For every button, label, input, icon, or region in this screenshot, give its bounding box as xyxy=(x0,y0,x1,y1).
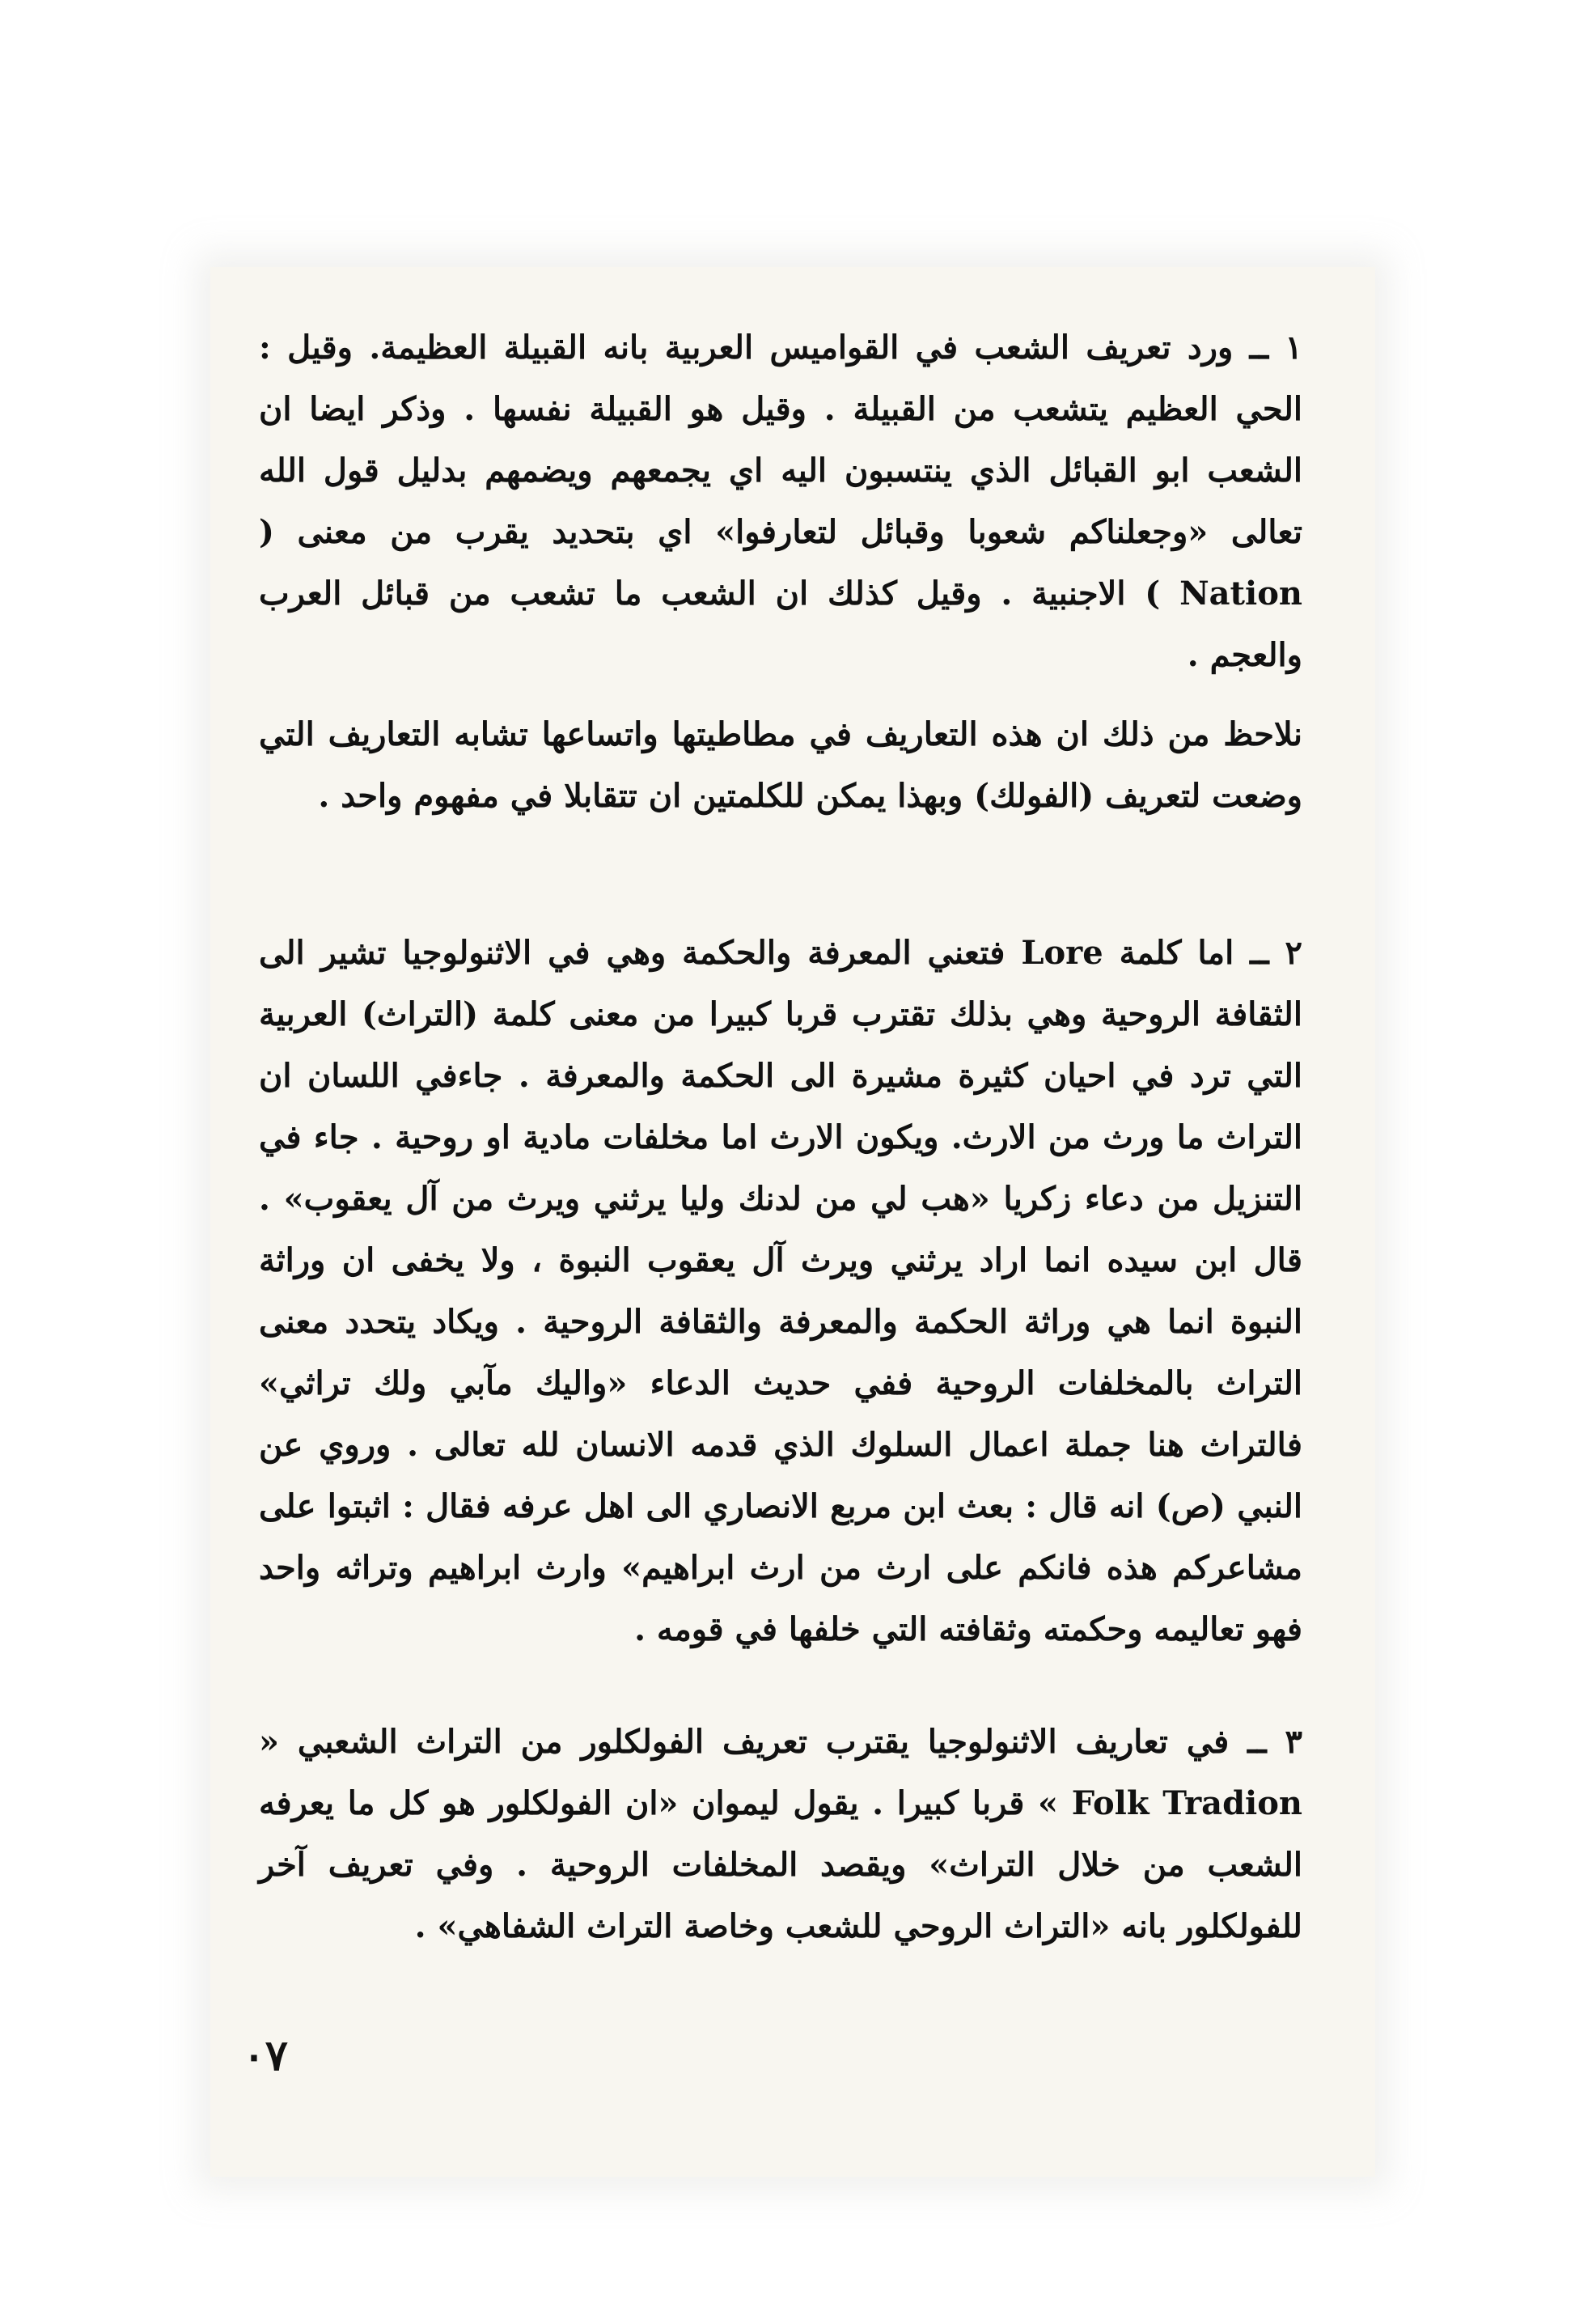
paragraph-2-text: نلاحظ من ذلك ان هذه التعاريف في مطاطيتها واتساعها تشابه التعاريف التي وضعت لتعريف (الفولك) وبهذا يمكن للكلمتين ان تتقابلا في مفهوم واحد . xyxy=(259,715,1302,815)
paragraph-4 xyxy=(259,1711,1302,1957)
page-number: ٠٧ xyxy=(243,2031,288,2080)
paragraph-3 xyxy=(259,922,1302,1660)
paragraph-2 xyxy=(259,704,1302,827)
paragraph-4-text: ٣ ــ في تعاريف الاثنولوجيا يقترب تعريف الفولكلور من التراث الشعبي « Folk Tradion » قربا كبيرا . يقول ليموان «ان الفولكلور هو كل ما يعرفه الشعب من خلال التراث» ويقصد المخلفات الروحية . وفي تعريف آخر للفولكلور بانه «التراث الروحي للشعب وخاصة التراث الشفاهي» . xyxy=(259,1723,1303,1945)
paragraph-1 xyxy=(259,317,1302,686)
paragraph-1-text: ١ ــ ورد تعريف الشعب في القواميس العربية بانه القبيلة العظيمة. وقيل : الحي العظيم يتشعب من القبيلة . وقيل هو القبيلة نفسها . وذكر ايضا ان الشعب ابو القبائل الذي ينتسبون اليه اي يجمعهم ويضمهم بدليل قول الله تعالى «وجعلناكم شعوبا وقبائل لتعارفوا» اي بتحديد يقرب من معنى ( Nation ) الاجنبية . وقيل كذلك ان الشعب ما تشعب من قبائل العرب والعجم . xyxy=(259,329,1302,674)
paragraph-3-text: ٢ ــ اما كلمة Lore فتعني المعرفة والحكمة وهي في الاثنولوجيا تشير الى الثقافة الروحية وهي بذلك تقترب قربا كبيرا من معنى كلمة (التراث) العربية التي ترد في احيان كثيرة مشيرة الى الحكمة والمعرفة . جاءفي اللسان ان التراث ما ورث من الارث. ويكون الارث اما مخلفات مادية او روحية . جاء في التنزيل من دعاء زكريا «هب لي من لدنك وليا يرثني ويرث من آل يعقوب» . قال ابن سيده انما اراد يرثني ويرث آل يعقوب النبوة ، ولا يخفى ان وراثة النبوة انما هي وراثة الحكمة والمعرفة والثقافة الروحية . ويكاد يتحدد معنى التراث بالمخلفات الروحية ففي حديث الدعاء «واليك مآبي ولك تراثي» فالتراث هنا جملة اعمال السلوك الذي قدمه الانسان لله تعالى . وروي عن النبي (ص) انه قال : بعث ابن مربع الانصاري الى اهل عرفه فقال : اثبتوا على مشاعركم هذه فانكم على ارث من ارث ابراهيم» وارث ابراهيم وتراثه واحد فهو تعاليمه وحكمته وثقافته التي خلفها في قومه . xyxy=(259,934,1302,1648)
